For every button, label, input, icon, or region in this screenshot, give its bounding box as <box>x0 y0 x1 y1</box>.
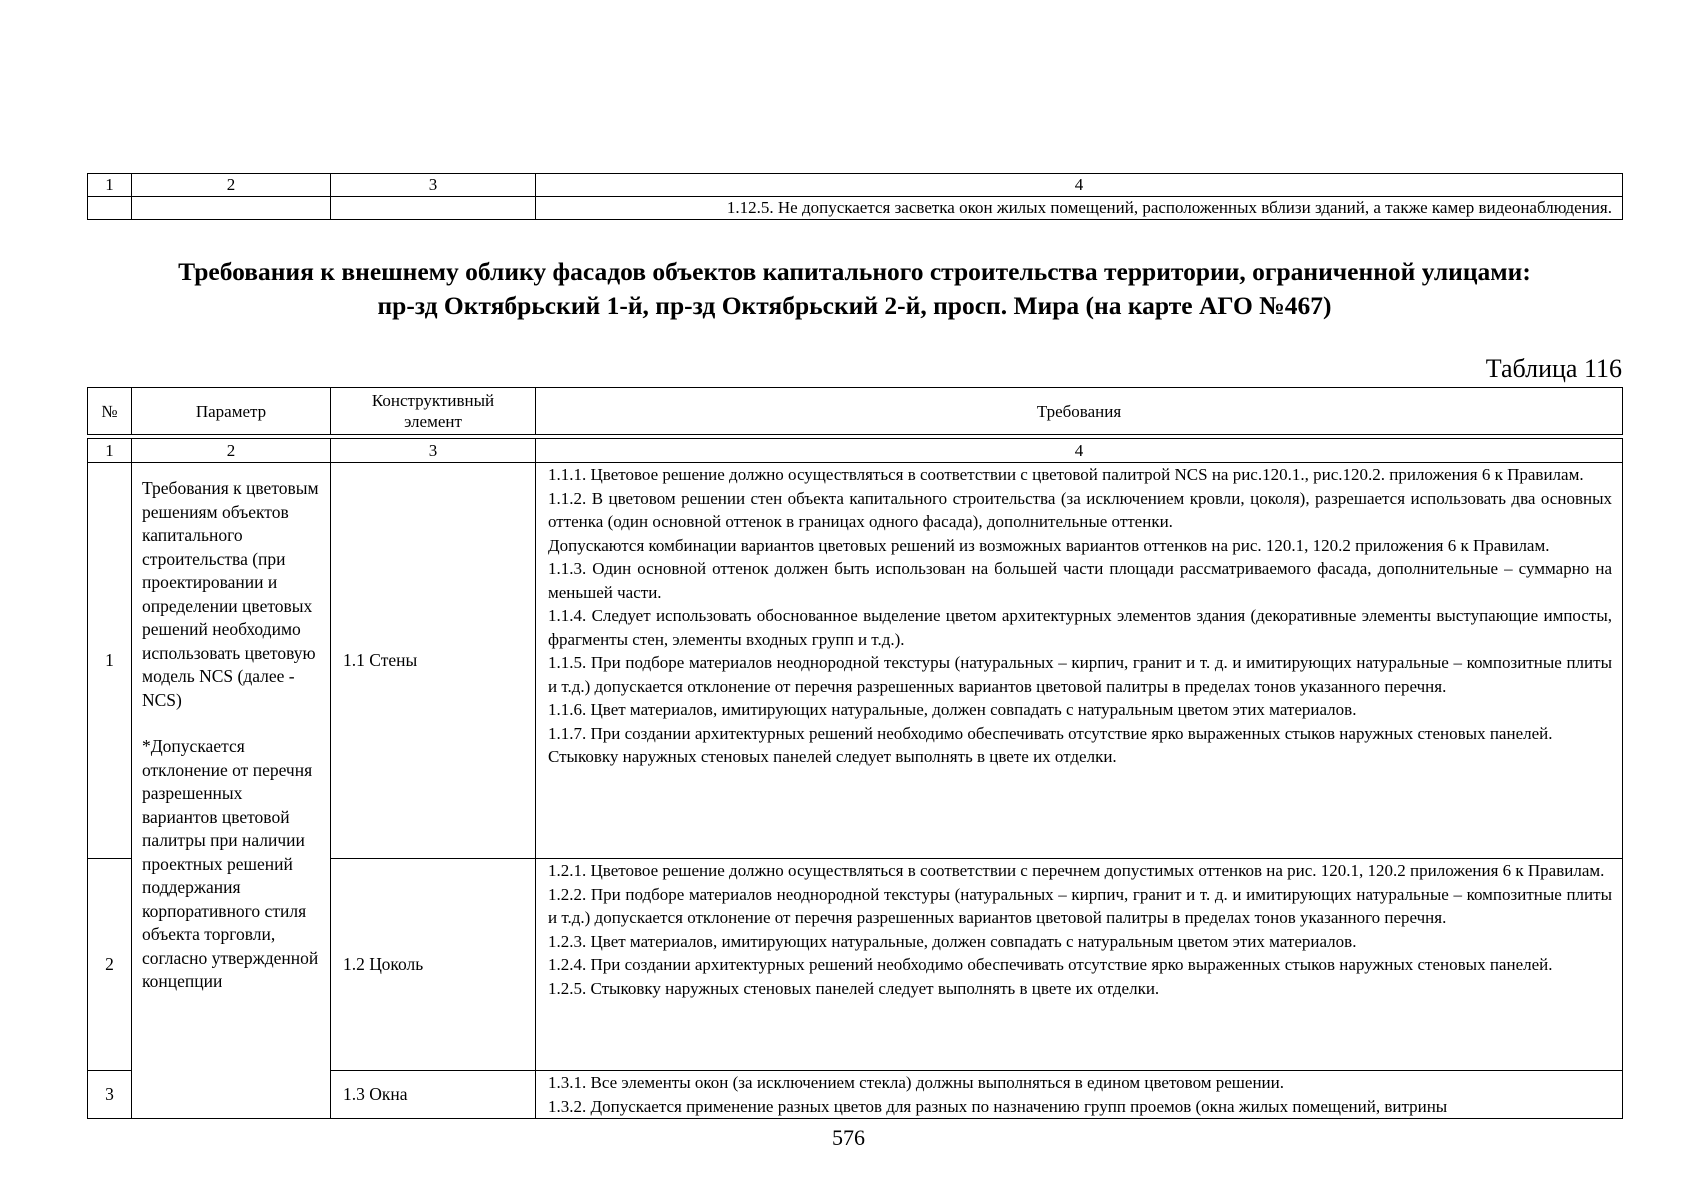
requirement-item: 1.2.4. При создании архитектурных решений необходимо обеспечивать отсутствие ярко выраженных стыков наружных стеновых панелей. <box>548 955 1553 974</box>
header-element: Конструктивный элемент <box>331 388 536 435</box>
requirement-item: 1.1.6. Цвет материалов, имитирующих натуральные, должен совпадать с натуральным цветом этих материалов. <box>548 700 1357 719</box>
requirement-item: 1.1.3. Один основной оттенок должен быть использован на большей части площади рассматриваемого фасада, дополнительные – суммарно на меньшей части. <box>548 559 1612 602</box>
col-number: 1 <box>88 174 132 197</box>
col-number: 2 <box>132 439 331 463</box>
requirement-item: 1.2.1. Цветовое решение должно осуществляться в соответствии с перечнем допустимых оттенков на рис. 120.1, 120.2 приложения 6 к Правилам. <box>548 861 1605 880</box>
col-number: 3 <box>331 439 536 463</box>
requirement-item: Допускаются комбинации вариантов цветовых решений из возможных вариантов оттенков на рис. 120.1, 120.2 приложения 6 к Правилам. <box>548 535 1550 555</box>
heading-line-2: пр-зд Октябрьский 1-й, пр-зд Октябрьский 2-й, просп. Мира (на карте АГО №467) <box>377 291 1332 320</box>
column-number-row <box>88 174 1623 197</box>
header-number: № <box>88 388 132 435</box>
element-cell: 1.3 Окна <box>331 1071 536 1119</box>
row-index: 3 <box>88 1071 132 1119</box>
col-number: 4 <box>536 439 1623 463</box>
element-cell: 1.2 Цоколь <box>331 859 536 1071</box>
row-index: 1 <box>88 463 132 859</box>
parameter-note: *Допускается отклонение от перечня разрешенных вариантов цветовой палитры при наличии проектных решений поддержания корпоративного стиля объекта торговли, согласно утвержденной концепции <box>142 736 319 991</box>
table-number: Таблица 116 <box>1485 354 1622 383</box>
col-number: 3 <box>331 174 536 197</box>
heading-line-1: Требования к внешнему облику фасадов объектов капитального строительства территории, ограниченной улицами: <box>178 257 1531 286</box>
requirement-item: 1.2.2. При подборе материалов неоднородной текстуры (натуральных – кирпич, гранит и т. д. и имитирующих натуральные – композитные плиты и т.д.) допускается отклонение от перечня разрешенных вариантов цветовой палитры в пределах тонов указанного перечня. <box>548 884 1612 927</box>
table-row <box>88 197 1623 220</box>
col-number: 4 <box>536 174 1623 197</box>
parameter-cell <box>132 463 331 1119</box>
requirement-item: 1.1.1. Цветовое решение должно осуществляться в соответствии с цветовой палитрой NCS на рис.120.1., рис.120.2. приложения 6 к Правилам. <box>548 465 1584 484</box>
requirement-item: 1.2.5. Стыковку наружных стеновых панелей следует выполнять в цвете их отделки. <box>548 978 1160 998</box>
requirement-item: 1.2.3. Цвет материалов, имитирующих натуральные, должен совпадать с натуральным цветом этих материалов. <box>548 931 1357 951</box>
section-heading <box>87 255 1622 323</box>
element-cell: 1.1 Стены <box>331 463 536 859</box>
requirement-item: 1.3.1. Все элементы окон (за исключением стекла) должны выполняться в едином цветовом решении. <box>548 1073 1284 1092</box>
row-index: 2 <box>88 859 132 1071</box>
header-requirements: Требования <box>536 388 1623 435</box>
column-number-row <box>88 439 1623 463</box>
requirement-item: Стыковку наружных стеновых панелей следует выполнять в цвете их отделки. <box>548 747 1117 766</box>
col-number: 2 <box>132 174 331 197</box>
page-number: 576 <box>832 1125 865 1150</box>
col-number: 1 <box>88 439 132 463</box>
requirements-cell <box>536 859 1623 1071</box>
requirement-text: 1.12.5. Не допускается засветка окон жилых помещений, расположенных вблизи зданий, а также камер видеонаблюдения. <box>536 197 1623 220</box>
requirements-cell <box>536 1071 1623 1119</box>
requirements-cell <box>536 463 1623 859</box>
requirement-item: 1.1.7. При создании архитектурных решений необходимо обеспечивать отсутствие ярко выраженных стыков наружных стеновых панелей. <box>548 723 1553 743</box>
table-row <box>88 463 1623 859</box>
requirement-item: 1.1.2. В цветовом решении стен объекта капитального строительства (за исключением кровли, цоколя), разрешается использовать два основных оттенка (один основной оттенок в границах одного фасада), дополнительные оттенки. <box>548 488 1612 531</box>
parameter-text: Требования к цветовым решениям объектов капитального строительства (при проектировании и определении цветовых решений необходимо использовать цветовую модель NCS (далее - NCS) <box>142 478 319 710</box>
requirement-item: 1.1.5. При подборе материалов неоднородной текстуры (натуральных – кирпич, гранит и т. д. и имитирующих натуральные – композитные плиты и т.д.) допускается отклонение от перечня разрешенных вариантов цветовой палитры в пределах тонов указанного перечня. <box>548 653 1612 696</box>
header-parameter: Параметр <box>132 388 331 435</box>
requirements-table <box>87 387 1623 1119</box>
requirement-item: 1.1.4. Следует использовать обоснованное выделение цветом архитектурных элементов здания (декоративные элементы выступающие импосты, фрагменты стен, элементы входных групп и т.д.). <box>548 606 1612 649</box>
continuation-table <box>87 173 1623 220</box>
requirement-item: 1.3.2. Допускается применение разных цветов для разных по назначению групп проемов (окна жилых помещений, витрины <box>548 1096 1448 1116</box>
table-header-row <box>88 388 1623 435</box>
